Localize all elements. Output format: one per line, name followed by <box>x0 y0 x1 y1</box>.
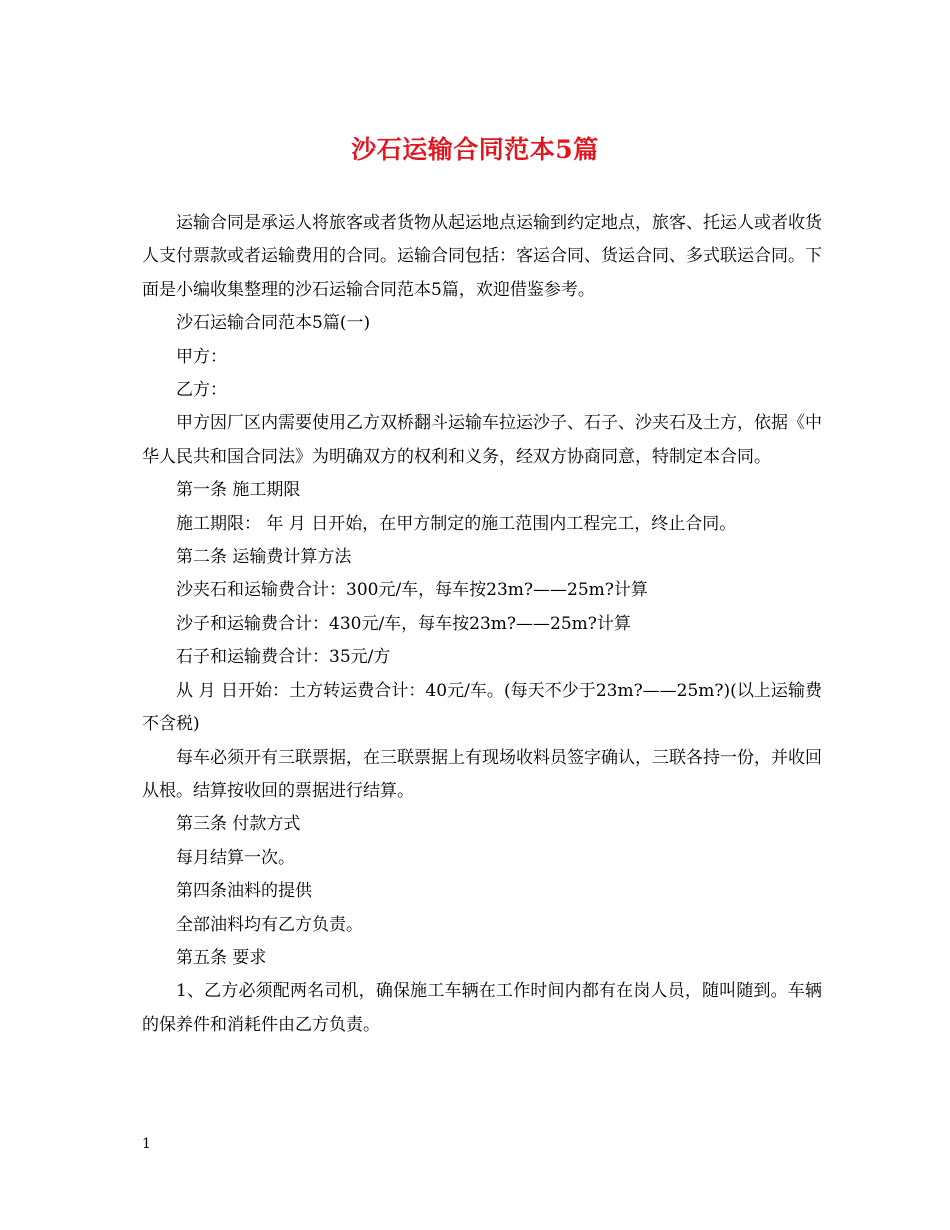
earth-transfer-fee-line: 从 月 日开始：土方转运费合计：40元/车。(每天不少于23m?——25m?)(以上运输费不含税) <box>142 680 822 735</box>
document-title: 沙石运输合同范本5篇 <box>351 135 599 164</box>
requirement-1-paragraph: 1、乙方必须配两名司机，确保施工车辆在工作时间内都有在岗人员，随叫随到。车辆的保养件和消耗件由乙方负责。 <box>142 981 822 1035</box>
article-3-heading: 第三条 付款方式 <box>176 814 301 835</box>
sand-fee-line: 沙子和运输费合计：430元/车，每车按23m?——25m?计算 <box>176 613 631 634</box>
party-a-line: 甲方： <box>176 346 227 367</box>
article-1-heading: 第一条 施工期限 <box>176 480 301 501</box>
receipt-requirement-paragraph: 每车必须开有三联票据，在三联票据上有现场收料员签字确认，三联各持一份，并收回从根。结算按收回的票据进行结算。 <box>142 747 822 801</box>
article-2-heading: 第二条 运输费计算方法 <box>176 547 352 568</box>
article-5-heading: 第五条 要求 <box>176 947 267 968</box>
document-body <box>142 207 822 1042</box>
page-number: 1 <box>142 1136 151 1152</box>
construction-period-text: 施工期限： 年 月 日开始，在甲方制定的施工范围内工程完工，终止合同。 <box>176 513 737 534</box>
contract-purpose-paragraph: 甲方因厂区内需要使用乙方双桥翻斗运输车拉运沙子、石子、沙夹石及土方，依据《中华人民共和国合同法》为明确双方的权利和义务，经双方协商同意，特制定本合同。 <box>142 413 822 467</box>
payment-method-text: 每月结算一次。 <box>176 847 295 868</box>
sand-gravel-fee-line: 沙夹石和运输费合计：300元/车，每车按23m?——25m?计算 <box>176 580 648 601</box>
intro-paragraph: 运输合同是承运人将旅客或者货物从起运地点运输到约定地点，旅客、托运人或者收货人支付票款或者运输费用的合同。运输合同包括：客运合同、货运合同、多式联运合同。下面是小编收集整理的沙石运输合同范本5篇，欢迎借鉴参考。 <box>142 213 822 300</box>
fuel-supply-text: 全部油料均有乙方负责。 <box>176 914 363 935</box>
stone-fee-line: 石子和运输费合计：35元/方 <box>176 647 391 668</box>
contract-heading: 沙石运输合同范本5篇(一) <box>176 313 371 334</box>
party-b-line: 乙方： <box>176 380 227 401</box>
article-4-heading: 第四条油料的提供 <box>176 881 312 902</box>
